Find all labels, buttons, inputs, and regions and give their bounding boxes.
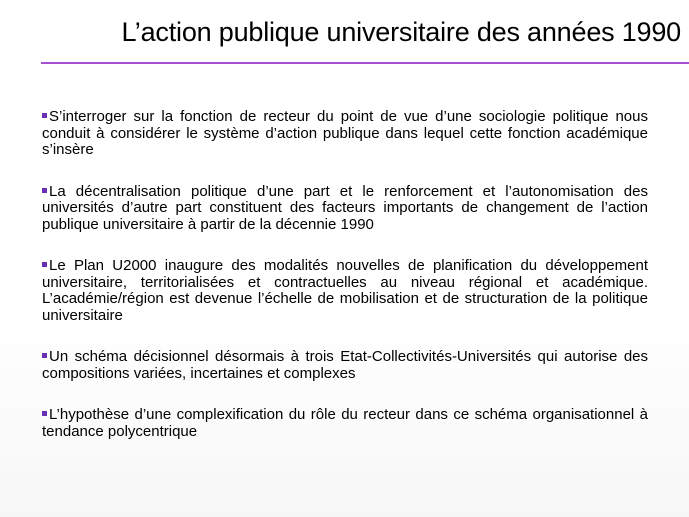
bullet-text: La décentralisation politique d’une part et le renforcement et l’autonomisation des universités d’autre part constituent des facteurs importants de changement de l’action publique universitaire à partir de la décennie 1990 bbox=[42, 182, 648, 233]
bullet-text: Le Plan U2000 inaugure des modalités nouvelles de planification du développement universitaire, territorialisées et contractuelles au niveau régional et académique. L’académie/région est devenue l’échelle de mobilisation et de structuration de la politique universitaire bbox=[42, 257, 648, 324]
bullet-text: L’hypothèse d’une complexification du rôle du recteur dans ce schéma organisationnel à tendance polycentrique bbox=[42, 406, 648, 440]
bullet-square-icon bbox=[42, 188, 47, 193]
bullet-item bbox=[42, 184, 648, 234]
bullet-item bbox=[42, 258, 648, 324]
bullet-item bbox=[42, 407, 648, 440]
bullet-square-icon bbox=[42, 262, 47, 267]
bullet-square-icon bbox=[42, 113, 47, 118]
bullet-item bbox=[42, 349, 648, 382]
bullet-square-icon bbox=[42, 411, 47, 416]
slide-title: L’action publique universitaire des années 1990 bbox=[121, 17, 681, 47]
bullet-list bbox=[42, 109, 648, 440]
bullet-item bbox=[42, 109, 648, 159]
bullet-text: S’interroger sur la fonction de recteur du point de vue d’une sociologie politique nous conduit à considérer le système d’action publique dans lequel cette fonction académique s’insère bbox=[42, 108, 648, 158]
title-divider bbox=[41, 62, 689, 64]
bullet-text: Un schéma décisionnel désormais à trois Etat-Collectivités-Universités qui autorise des compositions variées, incertaines et complexes bbox=[42, 348, 648, 382]
bullet-square-icon bbox=[42, 353, 47, 358]
